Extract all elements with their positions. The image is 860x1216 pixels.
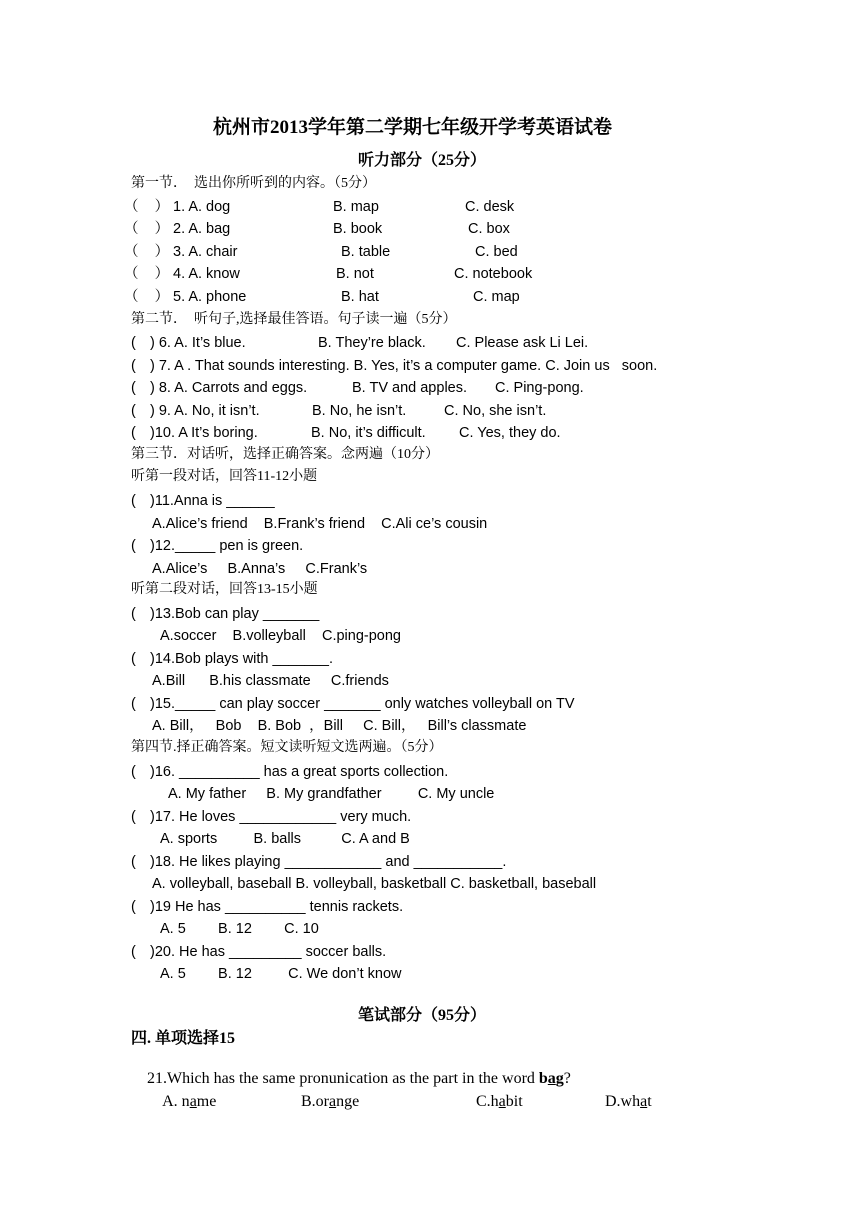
underlined-letter: a xyxy=(329,1093,337,1110)
answer-bracket: ( xyxy=(131,538,136,554)
underlined-letter: a xyxy=(189,1093,197,1110)
answer-bracket: （ ） xyxy=(124,244,170,260)
option-b: B. They’re black. xyxy=(318,335,426,351)
option-a: 4. A. know xyxy=(173,266,240,282)
option-text: t xyxy=(647,1093,652,1110)
answer-bracket: ( xyxy=(131,764,136,780)
option-text: C.h xyxy=(476,1093,499,1110)
answer-bracket: ( xyxy=(131,335,136,351)
question-stem: )14.Bob plays with _______. xyxy=(150,651,333,667)
question-options: A.Alice’s B.Anna’s C.Frank’s xyxy=(152,561,368,577)
option-b: B. TV and apples. xyxy=(352,380,468,396)
option-a: 1. A. dog xyxy=(173,199,231,215)
section4-heading: 第四节.择正确答案。短文读听短文选两遍。（5分） xyxy=(131,740,443,755)
question-options: A. My father B. My grandfather C. My uncle xyxy=(168,786,495,802)
option-c: C. box xyxy=(468,221,510,237)
target-word xyxy=(539,1070,564,1087)
question-options: A. 5 B. 12 C. We don’t know xyxy=(160,966,402,982)
option-text: B.or xyxy=(301,1093,329,1110)
question-options: A. 5 B. 12 C. 10 xyxy=(160,921,319,937)
option-d xyxy=(589,1078,652,1126)
target-word-text: b xyxy=(538,1070,548,1087)
answer-bracket: ( xyxy=(131,606,136,622)
section3-heading: 第三节．对话听，选择正确答案。念两遍（10分） xyxy=(131,447,439,462)
option-a: ) 8. A. Carrots and eggs. xyxy=(150,380,308,396)
written-heading: 笔试部分（95分） xyxy=(358,1007,487,1024)
answer-bracket: （ ） xyxy=(124,289,170,305)
option-a: ) 9. A. No, it isn’t. xyxy=(150,403,260,419)
answer-bracket: ( xyxy=(131,696,136,712)
option-text: nge xyxy=(336,1093,360,1110)
option-b: B. book xyxy=(333,221,383,237)
option-text: me xyxy=(196,1093,217,1110)
answer-bracket: ( xyxy=(131,944,136,960)
listening-heading: 听力部分（25分） xyxy=(358,152,487,169)
answer-bracket: ( xyxy=(131,380,136,396)
option-b: B. table xyxy=(341,244,391,260)
underlined-letter: a xyxy=(640,1093,648,1110)
question-options: A.Bill B.his classmate C.friends xyxy=(152,673,389,689)
option-c: C. notebook xyxy=(454,266,533,282)
answer-bracket: ( xyxy=(131,403,136,419)
question-options: A. Bill， Bob B. Bob ，Bill C. Bill， Bill’s classmate xyxy=(152,718,527,734)
option-b: B. hat xyxy=(341,289,379,305)
question-stem: 21.Which has the same pronunication as the part in the word xyxy=(147,1070,539,1087)
option-text: bit xyxy=(505,1093,523,1110)
section2-heading: 第二节． 听句子,选择最佳答语。句子读一遍（5分） xyxy=(131,312,457,327)
question-options: A.Alice’s friend B.Frank’s friend C.Ali ce’s cousin xyxy=(152,516,488,532)
question-stem: )12._____ pen is green. xyxy=(150,538,304,554)
option-c: C. desk xyxy=(465,199,515,215)
underlined-letter: a xyxy=(547,1070,556,1087)
question-stem: )17. He loves ____________ very much. xyxy=(150,809,412,825)
target-word-rest: g xyxy=(555,1070,564,1087)
question-stem: )18. He likes playing ____________ and ___________. xyxy=(150,854,507,870)
question-stem: )19 He has __________ tennis rackets. xyxy=(150,899,404,915)
answer-bracket: ( xyxy=(131,651,136,667)
option-c: C. No, she isn’t. xyxy=(444,403,547,419)
question-stem: )13.Bob can play _______ xyxy=(150,606,320,622)
dialog1-instruction: 听第一段对话，回答11-12小题 xyxy=(131,469,318,484)
option-a: ) 6. A. It’s blue. xyxy=(150,335,246,351)
option-a: )10. A It’s boring. xyxy=(150,425,258,441)
answer-bracket: （ ） xyxy=(124,266,170,282)
answer-bracket: ( xyxy=(131,493,136,509)
answer-bracket: ( xyxy=(131,358,136,374)
option-a: ) 7. A . That sounds interesting. B. Yes, it’s a computer game. C. Join us soon. xyxy=(150,358,658,374)
option-b: B. map xyxy=(333,199,379,215)
option-a: 2. A. bag xyxy=(173,221,231,237)
option-a: 5. A. phone xyxy=(173,289,247,305)
question-stem: )16. __________ has a great sports collection. xyxy=(150,764,449,780)
answer-bracket: ( xyxy=(131,854,136,870)
option-c: C. map xyxy=(473,289,520,305)
option-b: B. not xyxy=(336,266,374,282)
option-c: C. bed xyxy=(475,244,518,260)
question-stem: )20. He has _________ soccer balls. xyxy=(150,944,387,960)
question-options: A.soccer B.volleyball C.ping-pong xyxy=(160,628,401,644)
option-a xyxy=(147,1078,216,1126)
question-options: A. volleyball, baseball B. volleyball, basketball C. basketball, baseball xyxy=(152,876,597,892)
dialog2-instruction: 听第二段对话，回答13-15小题 xyxy=(131,582,318,597)
option-c: C. Ping-pong. xyxy=(495,380,584,396)
option-b: B. No, he isn’t. xyxy=(312,403,407,419)
option-c xyxy=(460,1078,523,1126)
option-b xyxy=(285,1078,359,1126)
answer-bracket: （ ） xyxy=(124,199,170,215)
answer-bracket: ( xyxy=(131,899,136,915)
part4-heading: 四. 单项选择15 xyxy=(131,1030,236,1047)
option-text: A. n xyxy=(162,1093,190,1110)
page-title: 杭州市2013学年第二学期七年级开学考英语试卷 xyxy=(213,117,613,138)
answer-bracket: ( xyxy=(131,425,136,441)
option-a: 3. A. chair xyxy=(173,244,238,260)
question-stem: )15._____ can play soccer _______ only watches volleyball on TV xyxy=(150,696,575,712)
section1-heading: 第一节． 选出你所听到的内容。（5分） xyxy=(131,176,376,191)
option-c: C. Please ask Li Lei. xyxy=(456,335,589,351)
question-mark: ? xyxy=(563,1070,571,1087)
question-options: A. sports B. balls C. A and B xyxy=(160,831,410,847)
option-c: C. Yes, they do. xyxy=(459,425,561,441)
underlined-letter: a xyxy=(498,1093,506,1110)
option-text: D.wh xyxy=(605,1093,641,1110)
question-stem: )11.Anna is ______ xyxy=(150,493,275,509)
option-b: B. No, it’s difficult. xyxy=(311,425,426,441)
answer-bracket: ( xyxy=(131,809,136,825)
answer-bracket: （ ） xyxy=(124,221,170,237)
